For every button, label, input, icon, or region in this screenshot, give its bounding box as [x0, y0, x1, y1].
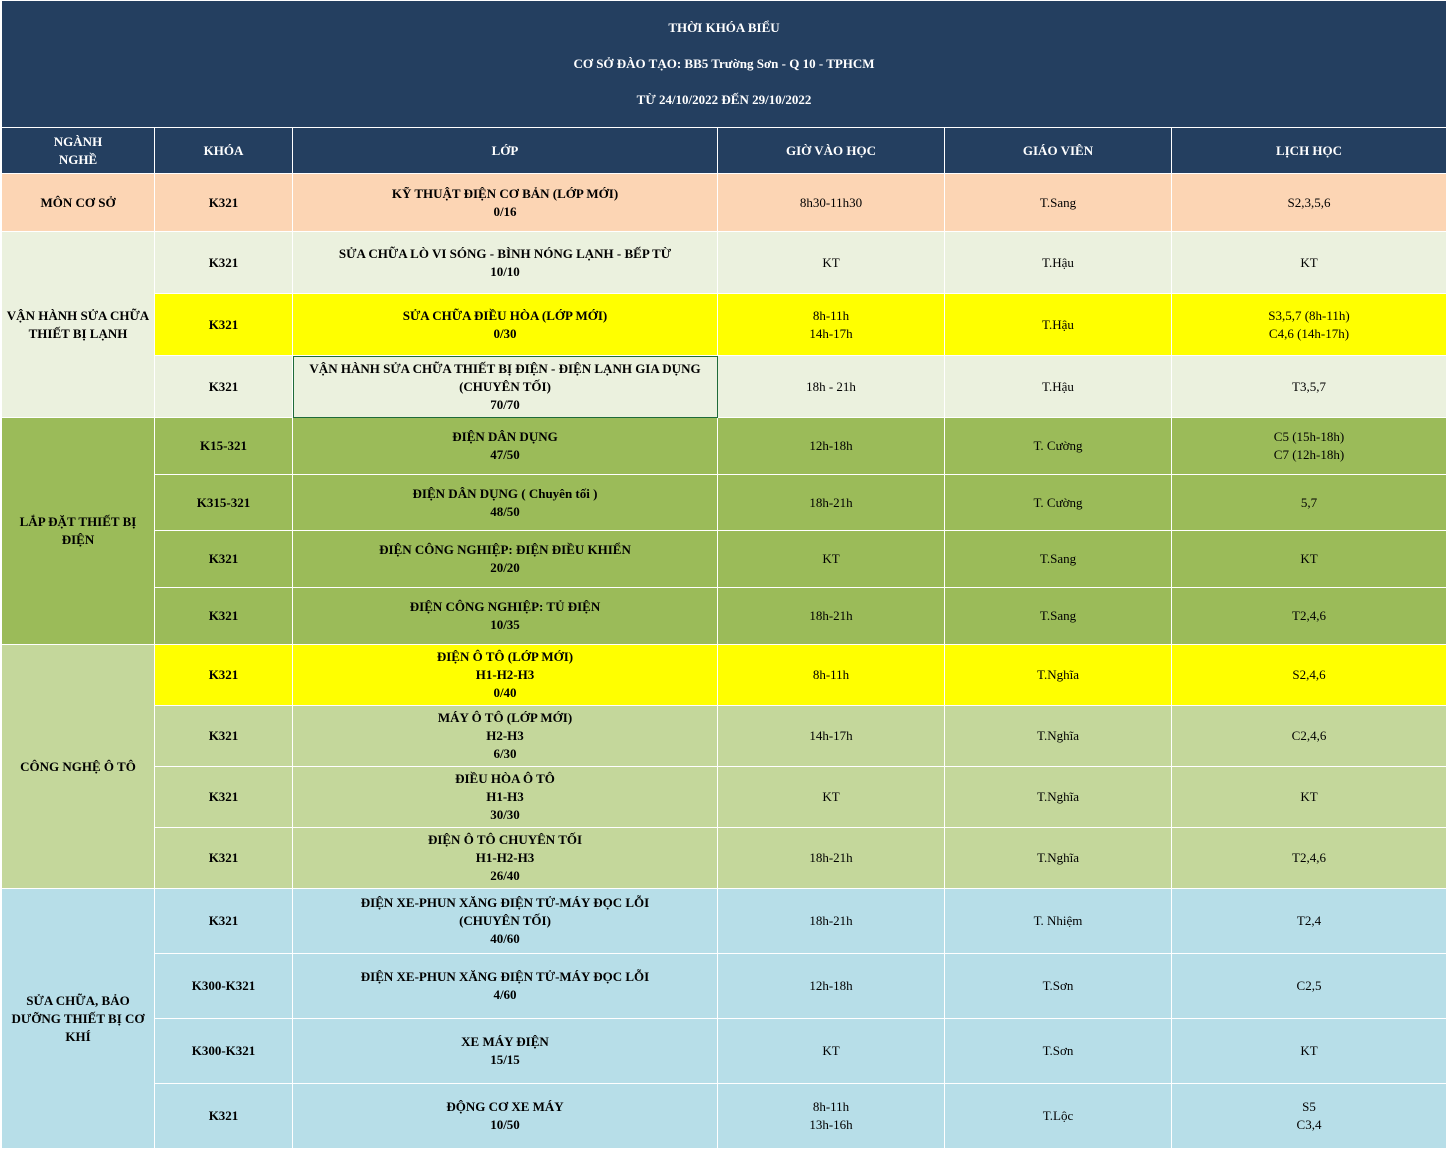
giaovien-cell[interactable]: T.Hậu	[945, 232, 1172, 294]
table-row	[2, 174, 1447, 232]
lop-cell[interactable]: ĐIỆN XE-PHUN XĂNG ĐIỆN TỬ-MÁY ĐỌC LỖI (CHUYÊN TỐI) 40/60	[293, 889, 718, 954]
giaovien-cell[interactable]: T.Hậu	[945, 294, 1172, 356]
lich-cell[interactable]: S3,5,7 (8h-11h) C4,6 (14h-17h)	[1172, 294, 1447, 356]
group-name-cell[interactable]: LẮP ĐẶT THIẾT BỊ ĐIỆN	[2, 418, 155, 645]
table-row	[2, 294, 1447, 356]
lich-cell[interactable]: S2,4,6	[1172, 645, 1447, 706]
gio-cell[interactable]: KT	[718, 767, 945, 828]
khoa-cell[interactable]: K321	[155, 706, 293, 767]
gio-cell[interactable]: 12h-18h	[718, 954, 945, 1019]
header-nganh[interactable]: NGÀNH NGHỀ	[2, 128, 155, 174]
table-row	[2, 1084, 1447, 1149]
group-name-cell[interactable]: SỬA CHỮA, BẢO DƯỠNG THIẾT BỊ CƠ KHÍ	[2, 889, 155, 1149]
table-row	[2, 356, 1447, 418]
khoa-cell[interactable]: K300-K321	[155, 1019, 293, 1084]
lich-cell[interactable]: KT	[1172, 767, 1447, 828]
khoa-cell[interactable]: K321	[155, 174, 293, 232]
lop-cell[interactable]: VẬN HÀNH SỬA CHỮA THIẾT BỊ ĐIỆN - ĐIỆN LẠNH GIA DỤNG (CHUYÊN TỐI) 70/70	[293, 356, 718, 418]
lop-cell[interactable]: ĐIỆN Ô TÔ (LỚP MỚI) H1-H2-H3 0/40	[293, 645, 718, 706]
khoa-cell[interactable]: K321	[155, 531, 293, 588]
sheet-title	[2, 1, 1447, 128]
lop-cell[interactable]: XE MÁY ĐIỆN 15/15	[293, 1019, 718, 1084]
giaovien-cell[interactable]: T.Sang	[945, 174, 1172, 232]
header-gio[interactable]: GIỜ VÀO HỌC	[718, 128, 945, 174]
giaovien-cell[interactable]: T.Lộc	[945, 1084, 1172, 1149]
lop-cell[interactable]: SỬA CHỮA ĐIỀU HÒA (LỚP MỚI) 0/30	[293, 294, 718, 356]
giaovien-cell[interactable]: T.Sơn	[945, 954, 1172, 1019]
lop-cell[interactable]: ĐIỆN DÂN DỤNG ( Chuyên tối ) 48/50	[293, 475, 718, 531]
khoa-cell[interactable]: K321	[155, 645, 293, 706]
khoa-cell[interactable]: K321	[155, 1084, 293, 1149]
giaovien-cell[interactable]: T.Nghĩa	[945, 767, 1172, 828]
gio-cell[interactable]: 8h30-11h30	[718, 174, 945, 232]
lop-cell[interactable]: MÁY Ô TÔ (LỚP MỚI) H2-H3 6/30	[293, 706, 718, 767]
khoa-cell[interactable]: K321	[155, 588, 293, 645]
lich-cell[interactable]: C5 (15h-18h) C7 (12h-18h)	[1172, 418, 1447, 475]
gio-cell[interactable]: KT	[718, 531, 945, 588]
table-row	[2, 1019, 1447, 1084]
lich-cell[interactable]: 5,7	[1172, 475, 1447, 531]
giaovien-cell[interactable]: T.Nghĩa	[945, 645, 1172, 706]
giaovien-cell[interactable]: T.Sang	[945, 531, 1172, 588]
gio-cell[interactable]: 12h-18h	[718, 418, 945, 475]
khoa-cell[interactable]: K321	[155, 294, 293, 356]
lich-cell[interactable]: KT	[1172, 1019, 1447, 1084]
gio-cell[interactable]: 18h-21h	[718, 828, 945, 889]
table-row	[2, 645, 1447, 706]
timetable-body	[2, 174, 1447, 1149]
lich-cell[interactable]: S5 C3,4	[1172, 1084, 1447, 1149]
header-lich[interactable]: LỊCH HỌC	[1172, 128, 1447, 174]
header-lop[interactable]: LỚP	[293, 128, 718, 174]
table-row	[2, 588, 1447, 645]
group-name-cell[interactable]: MÔN CƠ SỞ	[2, 174, 155, 232]
giaovien-cell[interactable]: T.Nghĩa	[945, 706, 1172, 767]
khoa-cell[interactable]: K321	[155, 232, 293, 294]
table-row	[2, 828, 1447, 889]
table-row	[2, 954, 1447, 1019]
lich-cell[interactable]: T3,5,7	[1172, 356, 1447, 418]
giaovien-cell[interactable]: T. Cường	[945, 475, 1172, 531]
table-row	[2, 232, 1447, 294]
giaovien-cell[interactable]: T.Hậu	[945, 356, 1172, 418]
lop-cell[interactable]: ĐIỆN XE-PHUN XĂNG ĐIỆN TỬ-MÁY ĐỌC LỖI 4/60	[293, 954, 718, 1019]
gio-cell[interactable]: 8h-11h	[718, 645, 945, 706]
lich-cell[interactable]: T2,4,6	[1172, 828, 1447, 889]
lich-cell[interactable]: KT	[1172, 232, 1447, 294]
gio-cell[interactable]: 14h-17h	[718, 706, 945, 767]
lop-cell[interactable]: ĐIỀU HÒA Ô TÔ H1-H3 30/30	[293, 767, 718, 828]
table-row	[2, 475, 1447, 531]
lich-cell[interactable]: C2,4,6	[1172, 706, 1447, 767]
gio-cell[interactable]: 8h-11h 14h-17h	[718, 294, 945, 356]
timetable	[1, 0, 1447, 1149]
lop-cell[interactable]: ĐỘNG CƠ XE MÁY 10/50	[293, 1084, 718, 1149]
lop-cell[interactable]: ĐIỆN DÂN DỤNG 47/50	[293, 418, 718, 475]
giaovien-cell[interactable]: T.Sơn	[945, 1019, 1172, 1084]
header-giaovien[interactable]: GIÁO VIÊN	[945, 128, 1172, 174]
header-row	[2, 128, 1447, 174]
khoa-cell[interactable]: K315-321	[155, 475, 293, 531]
group-name-cell[interactable]: CÔNG NGHỆ Ô TÔ	[2, 645, 155, 889]
khoa-cell[interactable]: K15-321	[155, 418, 293, 475]
title-line-3: TỪ 24/10/2022 ĐẾN 29/10/2022	[636, 92, 812, 107]
lich-cell[interactable]: T2,4,6	[1172, 588, 1447, 645]
khoa-cell[interactable]: K321	[155, 828, 293, 889]
lop-cell[interactable]: KỸ THUẬT ĐIỆN CƠ BẢN (LỚP MỚI) 0/16	[293, 174, 718, 232]
table-row	[2, 767, 1447, 828]
gio-cell[interactable]: 8h-11h 13h-16h	[718, 1084, 945, 1149]
gio-cell[interactable]: 18h - 21h	[718, 356, 945, 418]
giaovien-cell[interactable]: T. Nhiệm	[945, 889, 1172, 954]
header-khoa[interactable]: KHÓA	[155, 128, 293, 174]
giaovien-cell[interactable]: T.Sang	[945, 588, 1172, 645]
table-row	[2, 706, 1447, 767]
gio-cell[interactable]: 18h-21h	[718, 475, 945, 531]
table-row	[2, 531, 1447, 588]
title-line-2: CƠ SỞ ĐÀO TẠO: BB5 Trường Sơn - Q 10 - TPHCM	[573, 56, 875, 71]
title-line-1: THỜI KHÓA BIỂU	[668, 20, 780, 35]
lop-cell[interactable]: ĐIỆN CÔNG NGHIỆP: TỦ ĐIỆN 10/35	[293, 588, 718, 645]
khoa-cell[interactable]: K321	[155, 889, 293, 954]
khoa-cell[interactable]: K321	[155, 356, 293, 418]
khoa-cell[interactable]: K321	[155, 767, 293, 828]
gio-cell[interactable]: 18h-21h	[718, 889, 945, 954]
table-row	[2, 418, 1447, 475]
table-row	[2, 889, 1447, 954]
lich-cell[interactable]: C2,5	[1172, 954, 1447, 1019]
giaovien-cell[interactable]: T.Nghĩa	[945, 828, 1172, 889]
giaovien-cell[interactable]: T. Cường	[945, 418, 1172, 475]
lop-cell[interactable]: ĐIỆN Ô TÔ CHUYÊN TỐI H1-H2-H3 26/40	[293, 828, 718, 889]
lop-cell[interactable]: SỬA CHỮA LÒ VI SÓNG - BÌNH NÓNG LẠNH - BẾP TỪ 10/10	[293, 232, 718, 294]
lich-cell[interactable]: KT	[1172, 531, 1447, 588]
gio-cell[interactable]: 18h-21h	[718, 588, 945, 645]
gio-cell[interactable]: KT	[718, 232, 945, 294]
khoa-cell[interactable]: K300-K321	[155, 954, 293, 1019]
lich-cell[interactable]: T2,4	[1172, 889, 1447, 954]
lich-cell[interactable]: S2,3,5,6	[1172, 174, 1447, 232]
gio-cell[interactable]: KT	[718, 1019, 945, 1084]
group-name-cell[interactable]: VẬN HÀNH SỬA CHỮA THIẾT BỊ LẠNH	[2, 232, 155, 418]
lop-cell[interactable]: ĐIỆN CÔNG NGHIỆP: ĐIỆN ĐIỀU KHIỂN 20/20	[293, 531, 718, 588]
